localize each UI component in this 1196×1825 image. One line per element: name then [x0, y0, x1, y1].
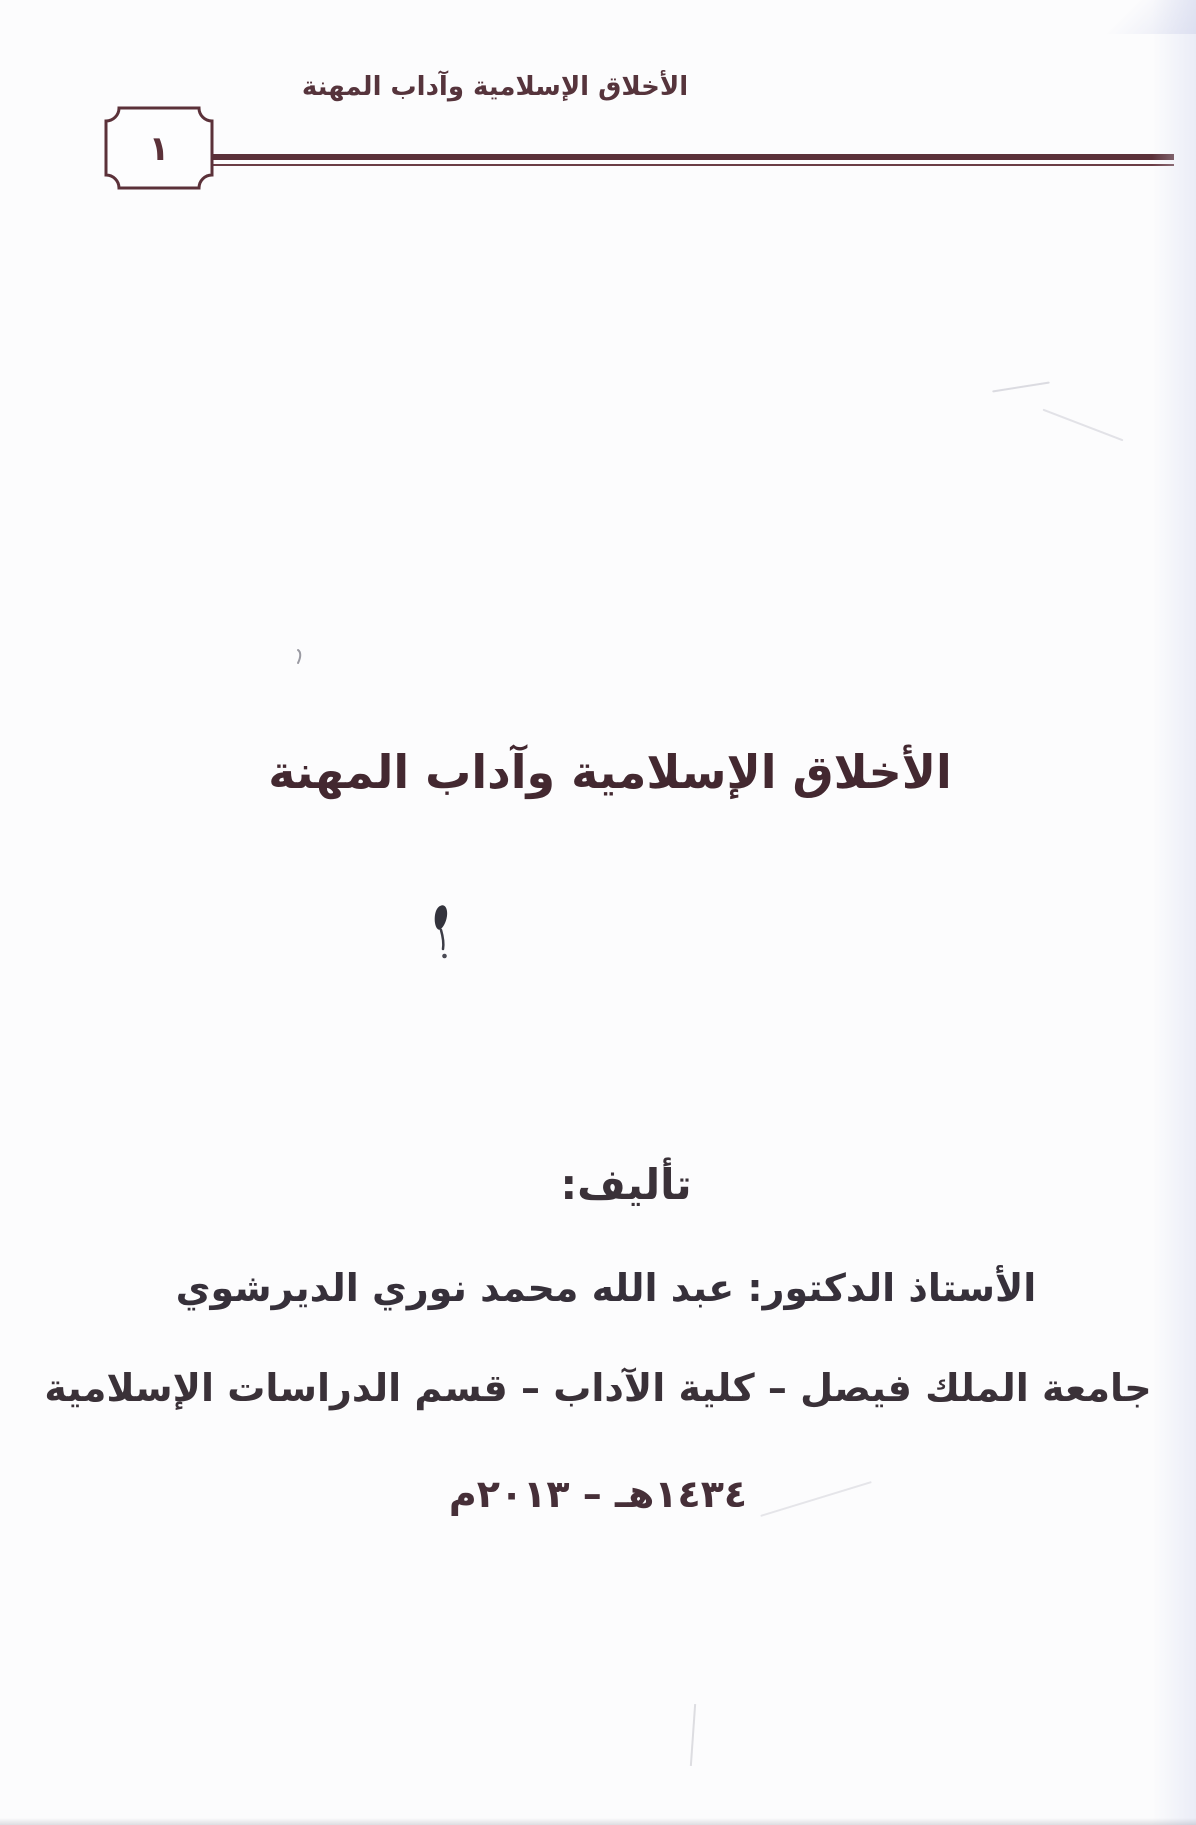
page-edge-shadow-bottom: [0, 1818, 1196, 1825]
header-rule-thin: [208, 164, 1174, 166]
book-main-title: الأخلاق الإسلامية وآداب المهنة: [268, 745, 952, 799]
scan-crease: [1042, 409, 1123, 442]
author-name-line: الأستاذ الدكتور: عبد الله محمد نوري الديرشوي: [175, 1266, 1037, 1310]
ink-smudge-mark: [430, 903, 460, 965]
stray-pen-tick: [294, 648, 306, 666]
byline-label: تأليف:: [560, 1160, 692, 1209]
page-edge-shadow-top-right: [1076, 0, 1196, 34]
page-number: ١: [148, 129, 170, 169]
publication-date-line: ١٤٣٤هـ – ٢٠١٣م: [448, 1472, 748, 1516]
header-rule-thick: [208, 154, 1174, 160]
running-header-title: الأخلاق الإسلامية وآداب المهنة: [301, 72, 689, 102]
scan-scratch: [690, 1704, 696, 1766]
page-edge-shadow-right: [1152, 0, 1196, 1825]
affiliation-line: جامعة الملك فيصل – كلية الآداب – قسم الدراسات الإسلامية: [44, 1366, 1152, 1410]
scan-crease: [992, 381, 1050, 392]
